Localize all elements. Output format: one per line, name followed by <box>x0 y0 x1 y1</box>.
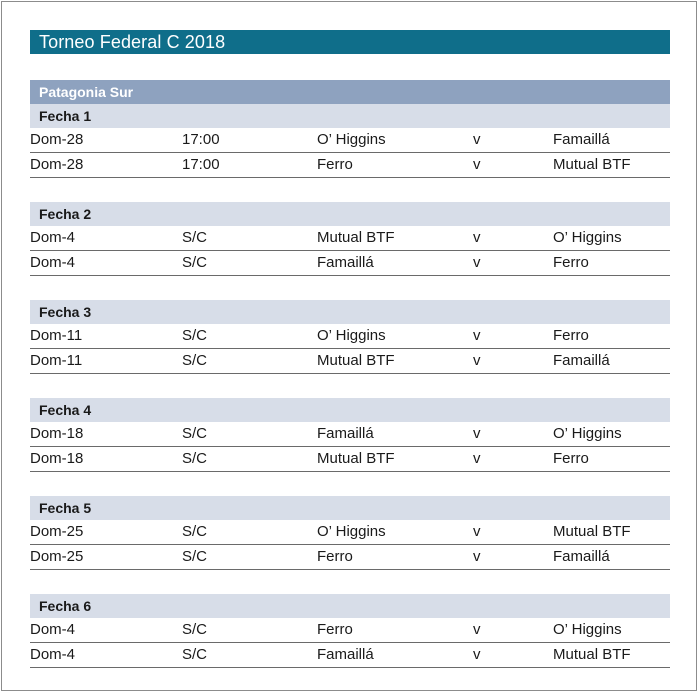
round-header: Fecha 2 <box>30 202 670 226</box>
versus-label: v <box>473 450 481 467</box>
match-row <box>30 545 670 570</box>
match-row <box>30 618 670 643</box>
home-team: Ferro <box>317 621 353 638</box>
versus-label: v <box>473 523 481 540</box>
away-team: Famaillá <box>553 352 610 369</box>
match-time: S/C <box>182 229 208 246</box>
match-date: Dom-4 <box>30 646 76 663</box>
match-date: Dom-11 <box>30 327 83 344</box>
match-row <box>30 520 670 545</box>
versus-label: v <box>473 621 481 638</box>
away-team: Famaillá <box>553 548 610 565</box>
match-time: S/C <box>182 523 208 540</box>
home-team: Ferro <box>317 548 353 565</box>
match-time: S/C <box>182 548 208 565</box>
match-time: S/C <box>182 646 208 663</box>
match-date: Dom-25 <box>30 523 84 540</box>
away-team: O’ Higgins <box>553 621 622 638</box>
versus-label: v <box>473 254 481 271</box>
versus-label: v <box>473 131 481 148</box>
match-date: Dom-4 <box>30 229 76 246</box>
versus-label: v <box>473 646 481 663</box>
match-row <box>30 349 670 374</box>
match-date: Dom-25 <box>30 548 84 565</box>
away-team: Mutual BTF <box>553 523 631 540</box>
round-header: Fecha 3 <box>30 300 670 324</box>
match-row <box>30 422 670 447</box>
match-date: Dom-18 <box>30 450 84 467</box>
home-team: O’ Higgins <box>317 523 386 540</box>
match-date: Dom-11 <box>30 352 83 369</box>
round-header: Fecha 1 <box>30 104 670 128</box>
round-section <box>30 496 670 570</box>
home-team: Mutual BTF <box>317 352 395 369</box>
match-row <box>30 128 670 153</box>
match-row <box>30 447 670 472</box>
home-team: Mutual BTF <box>317 450 395 467</box>
round-section <box>30 594 670 668</box>
match-time: S/C <box>182 352 208 369</box>
match-date: Dom-4 <box>30 621 76 638</box>
away-team: Ferro <box>553 450 589 467</box>
round-section <box>30 104 670 178</box>
home-team: O’ Higgins <box>317 131 386 148</box>
match-time: S/C <box>182 621 208 638</box>
match-row <box>30 324 670 349</box>
home-team: Famaillá <box>317 254 374 271</box>
versus-label: v <box>473 548 481 565</box>
versus-label: v <box>473 425 481 442</box>
match-date: Dom-18 <box>30 425 84 442</box>
away-team: Ferro <box>553 327 589 344</box>
match-row <box>30 153 670 178</box>
away-team: O’ Higgins <box>553 229 622 246</box>
match-time: S/C <box>182 327 208 344</box>
page-title: Torneo Federal C 2018 <box>30 30 670 54</box>
match-time: 17:00 <box>182 156 220 173</box>
home-team: Mutual BTF <box>317 229 395 246</box>
versus-label: v <box>473 229 481 246</box>
away-team: Mutual BTF <box>553 646 631 663</box>
away-team: Ferro <box>553 254 589 271</box>
home-team: Ferro <box>317 156 353 173</box>
home-team: O’ Higgins <box>317 327 386 344</box>
round-section <box>30 202 670 276</box>
home-team: Famaillá <box>317 425 374 442</box>
match-row <box>30 643 670 668</box>
round-header: Fecha 4 <box>30 398 670 422</box>
versus-label: v <box>473 327 481 344</box>
match-time: S/C <box>182 425 208 442</box>
match-date: Dom-4 <box>30 254 76 271</box>
round-section <box>30 300 670 374</box>
away-team: Famaillá <box>553 131 610 148</box>
away-team: O’ Higgins <box>553 425 622 442</box>
match-row <box>30 251 670 276</box>
round-header: Fecha 6 <box>30 594 670 618</box>
match-date: Dom-28 <box>30 156 84 173</box>
match-time: 17:00 <box>182 131 220 148</box>
away-team: Mutual BTF <box>553 156 631 173</box>
region-header: Patagonia Sur <box>30 80 670 104</box>
home-team: Famaillá <box>317 646 374 663</box>
match-time: S/C <box>182 254 208 271</box>
match-row <box>30 226 670 251</box>
round-header: Fecha 5 <box>30 496 670 520</box>
round-section <box>30 398 670 472</box>
versus-label: v <box>473 156 481 173</box>
versus-label: v <box>473 352 481 369</box>
match-time: S/C <box>182 450 208 467</box>
match-date: Dom-28 <box>30 131 84 148</box>
